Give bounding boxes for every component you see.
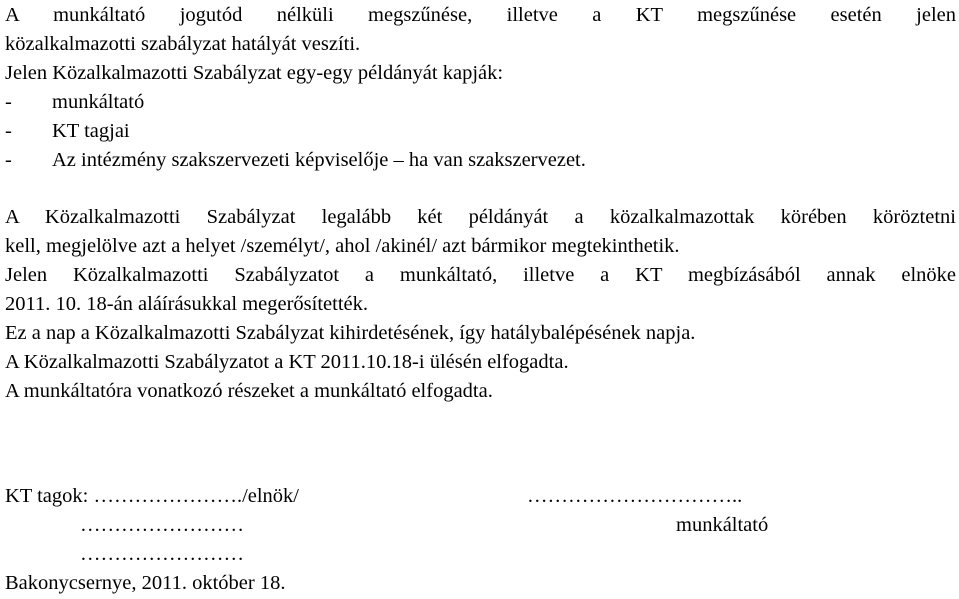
list-dash: - <box>5 149 12 171</box>
employer-label: munkáltató <box>676 514 769 536</box>
employer-signature-line: ………………………….. <box>527 485 743 507</box>
recipient-item-3 <box>5 146 586 174</box>
recipient-item-label: munkáltató <box>52 91 145 113</box>
kt-member-signature-line-1: …………………… <box>80 514 244 536</box>
paragraph2-line6: A Közalkalmazotti Szabályzatot a KT 2011.10.18-i ülésén elfogadta. <box>5 351 569 373</box>
paragraph2-line3: Jelen Közalkalmazotti Szabályzatot a munkáltató, illetve a KT megbízásából annak elnöke <box>5 264 956 286</box>
paragraph2-line1: A Közalkalmazotti Szabályzat legalább két példányát a közalkalmazottak körében köröztetni <box>5 206 956 228</box>
kt-members-signature: KT tagok: …………………./elnök/ <box>5 485 300 507</box>
recipient-item-label: KT tagjai <box>52 120 130 142</box>
kt-member-signature-line-2: …………………… <box>80 543 244 565</box>
paragraph2-line4: 2011. 10. 18-án aláírásukkal megerősítették. <box>5 293 369 315</box>
paragraph2-line7: A munkáltatóra vonatkozó részeket a munkáltató elfogadta. <box>5 380 493 402</box>
paragraph2-line2: kell, megjelölve azt a helyet /személyt/, ahol /akinél/ azt bármikor megtekinthetik. <box>5 235 680 257</box>
recipients-intro: Jelen Közalkalmazotti Szabályzat egy-egy példányát kapják: <box>5 62 504 84</box>
list-dash: - <box>5 91 12 113</box>
paragraph1-line2: közalkalmazotti szabályzat hatályát veszíti. <box>5 33 361 55</box>
recipient-item-label: Az intézmény szakszervezeti képviselője – ha van szakszervezet. <box>52 149 586 171</box>
recipient-item-2 <box>5 117 130 145</box>
place-and-date: Bakonycsernye, 2011. október 18. <box>5 572 286 594</box>
paragraph2-line5: Ez a nap a Közalkalmazotti Szabályzat kihirdetésének, így hatálybalépésének napja. <box>5 322 696 344</box>
list-dash: - <box>5 120 12 142</box>
paragraph1-line1: A munkáltató jogutód nélküli megszűnése, illetve a KT megszűnése esetén jelen <box>5 4 956 26</box>
recipient-item-1 <box>5 88 144 116</box>
